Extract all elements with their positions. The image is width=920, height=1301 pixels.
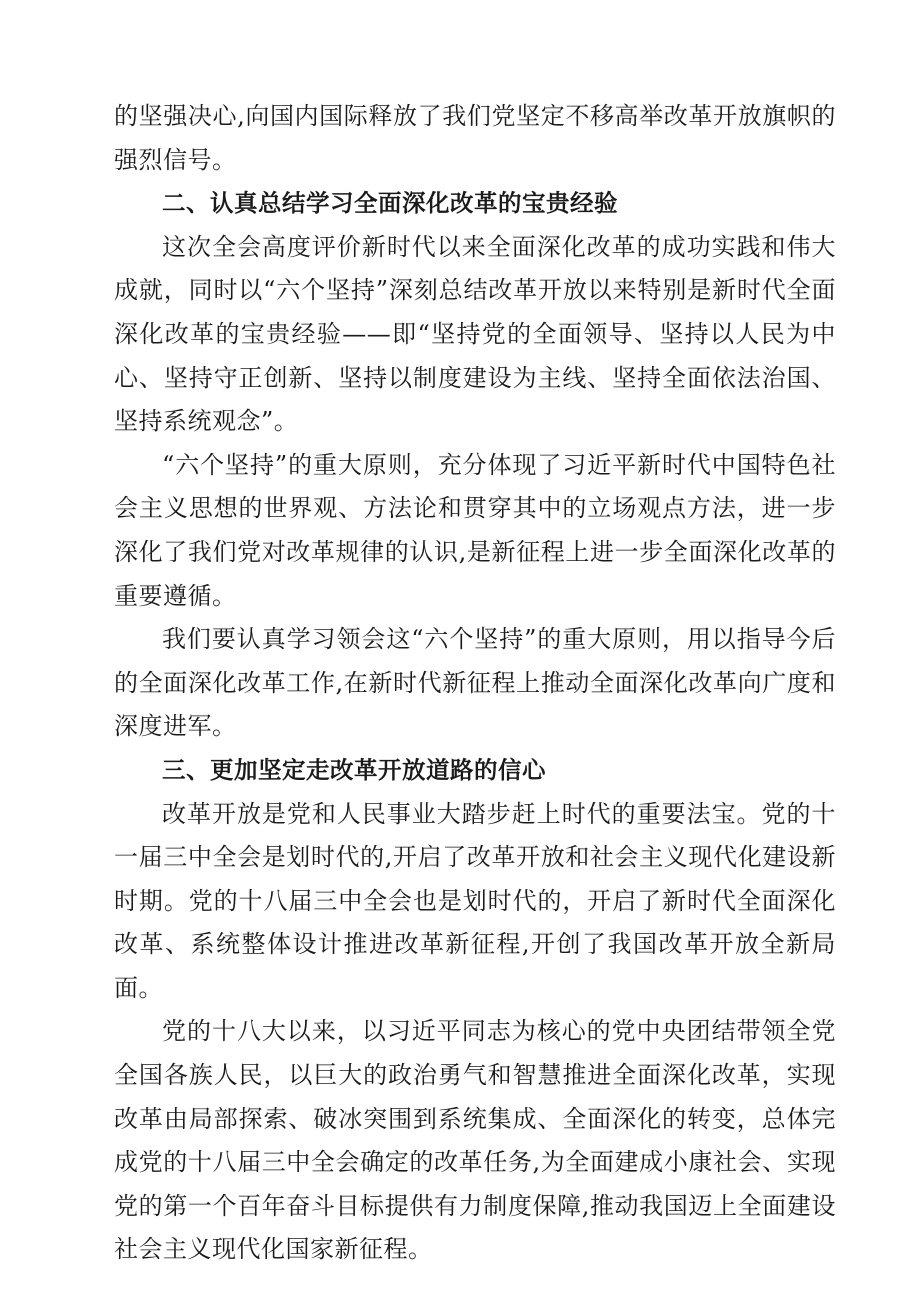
paragraph: 改革开放是党和人民事业大踏步赶上时代的重要法宝。党的十一届三中全会是划时代的,开启了改革开放和社会主义现代化建设新时期。党的十八届三中全会也是划时代的，开启了新时代全面深化改革、系统整体设计推进改革新征程,开创了我国改革开放全新局面。: [114, 799, 836, 1002]
document-page: [114, 95, 836, 1272]
paragraph-continuation: 的坚强决心,向国内国际释放了我们党坚定不移高举改革开放旗帜的强烈信号。: [114, 102, 836, 174]
paragraph: 党的十八大以来，以习近平同志为核心的党中央团结带领全党全国各族人民，以巨大的政治勇气和智慧推进全面深化改革，实现改革由局部探索、破冰突围到系统集成、全面深化的转变，总体完成党的十八届三中全会确定的改革任务,为全面建成小康社会、实现党的第一个百年奋斗目标提供有力制度保障,推动我国迈上全面建设社会主义现代化国家新征程。: [114, 1017, 836, 1264]
paragraph: 这次全会高度评价新时代以来全面深化改革的成功实践和伟大成就，同时以“六个坚持”深刻总结改革开放以来特别是新时代全面深化改革的宝贵经验——即“坚持党的全面领导、坚持以人民为中心、坚持守正创新、坚持以制度建设为主线、坚持全面依法治国、坚持系统观念”。: [114, 232, 836, 436]
paragraph: 我们要认真学习领会这“六个坚持”的重大原则，用以指导今后的全面深化改革工作,在新时代新征程上推动全面深化改革向广度和深度进军。: [114, 625, 836, 741]
paragraph: “六个坚持”的重大原则，充分体现了习近平新时代中国特色社会主义思想的世界观、方法论和贯穿其中的立场观点方法，进一步深化了我们党对改革规律的认识,是新征程上进一步全面深化改革的重要遵循。: [114, 450, 836, 610]
section-heading-3: 三、更加坚定走改革开放道路的信心: [162, 755, 546, 784]
section-heading-2: 二、认真总结学习全面深化改革的宝贵经验: [162, 189, 618, 218]
